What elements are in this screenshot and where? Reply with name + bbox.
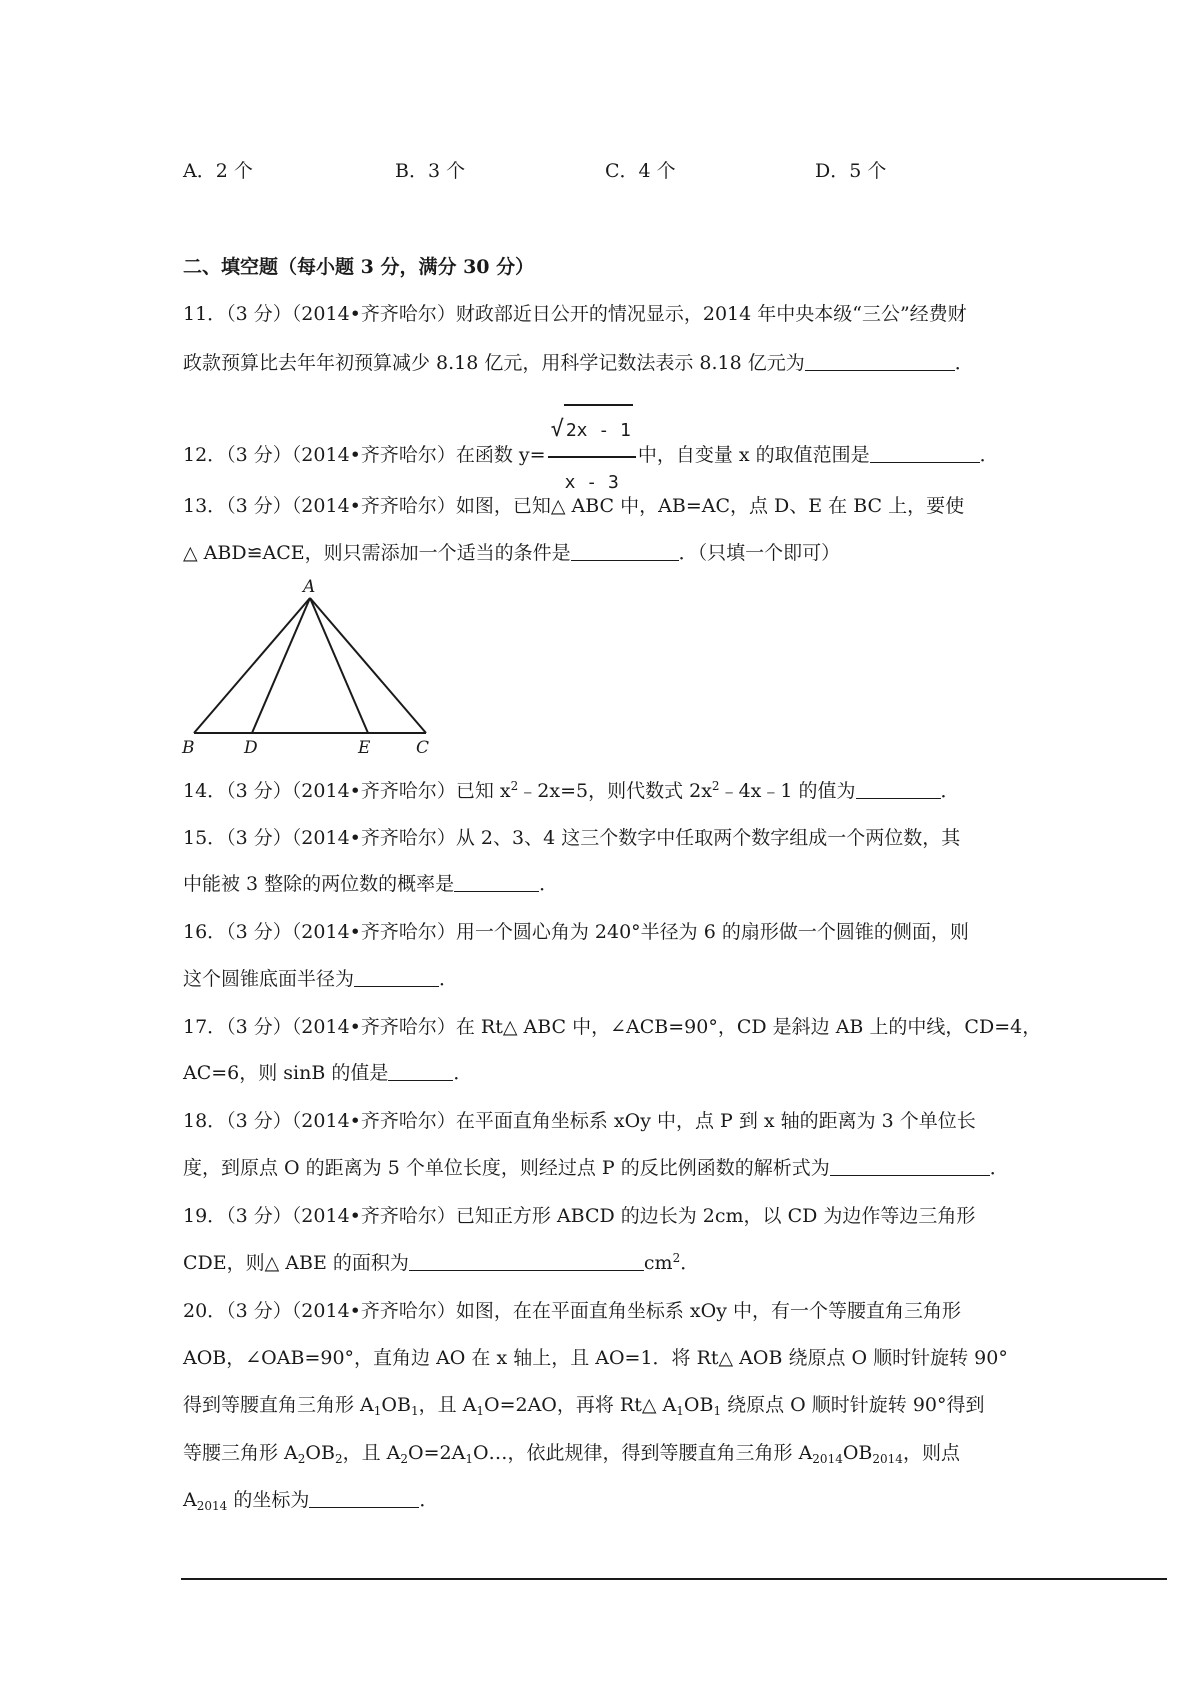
- answer-blank: [856, 780, 941, 799]
- label-b: B: [182, 738, 195, 758]
- segment-ad: [252, 598, 310, 733]
- q14: 14．（3 分）（2014•齐齐哈尔）已知 $x^2﹣2x=5$，则代数式 $2x^2﹣4x﹣1$ 的值为 ．: [183, 779, 960, 802]
- triangle-figure: [180, 578, 440, 758]
- option-c: C．4 个: [605, 160, 676, 182]
- q15-line1: 15．（3 分）（2014•齐齐哈尔）从 2、3、4 这三个数字中任取两个数字组成一个两位数，其: [183, 827, 961, 849]
- label-e: E: [358, 738, 371, 758]
- segment-ac: [310, 598, 426, 733]
- segment-ae: [310, 598, 368, 733]
- q11-line1: 11．（3 分）（2014•齐齐哈尔）财政部近日公开的情况显示，2014 年中央本级“三公”经费财: [183, 303, 967, 325]
- q12: 12．（3 分）（2014•齐齐哈尔）在函数 y= $\frac{√ 2x - 1}{x - 3}$ 中，自变量 x 的取值范围是 ．: [183, 404, 999, 508]
- option-b: B．3 个: [395, 160, 466, 182]
- q15-line2: 中能被 3 整除的两位数的概率是 ．: [183, 873, 559, 895]
- footer-divider: [181, 1578, 1167, 1580]
- answer-blank: [870, 444, 980, 463]
- q17-line2: AC=6，则 sinB 的值是 ．: [183, 1062, 473, 1084]
- q16-line2: 这个圆锥底面半径为 ．: [183, 968, 459, 990]
- option-a: A．2 个: [183, 160, 253, 182]
- answer-blank: [388, 1062, 453, 1081]
- q11-line2: 政款预算比去年年初预算减少 8.18 亿元，用科学记数法表示 8.18 亿元为 ．: [183, 352, 974, 374]
- label-a: A: [303, 578, 316, 597]
- function-fraction: $\frac{√ 2x - 1}{x - 3}$: [548, 404, 636, 508]
- segment-ab: [194, 598, 310, 733]
- q13-line2: △ ABD≌ACE，则只需添加一个适当的条件是 ．（只填一个即可）: [183, 542, 841, 564]
- q20-line2: AOB，∠OAB=90°，直角边 AO 在 x 轴上，且 AO=1．将 Rt△ AOB 绕原点 O 顺时针旋转 90°: [183, 1347, 1008, 1369]
- q20-line3: 得到等腰直角三角形 $A_1OB_1$，且 $A_1O=2AO$，再将 Rt△ $A_1OB_1$ 绕原点 O 顺时针旋转 90°得到: [183, 1394, 985, 1418]
- q19-line2: CDE，则△ ABE 的面积为 $cm^2$．: [183, 1251, 700, 1274]
- answer-blank: [454, 873, 539, 892]
- answer-blank: [571, 542, 679, 561]
- q19-line1: 19．（3 分）（2014•齐齐哈尔）已知正方形 ABCD 的边长为 2cm，以 CD 为边作等边三角形: [183, 1205, 976, 1227]
- q13-line1: 13．（3 分）（2014•齐齐哈尔）如图，已知△ ABC 中，AB=AC，点 D、E 在 BC 上，要使: [183, 495, 965, 517]
- q20-line1: 20．（3 分）（2014•齐齐哈尔）如图，在在平面直角坐标系 xOy 中，有一个等腰直角三角形: [183, 1300, 961, 1322]
- q18-line2: 度，到原点 O 的距离为 5 个单位长度，则经过点 P 的反比例函数的解析式为 ．: [183, 1157, 1009, 1179]
- option-d: D．5 个: [815, 160, 887, 182]
- answer-blank: [805, 352, 955, 371]
- answer-blank: [309, 1489, 419, 1508]
- answer-blank: [409, 1252, 644, 1271]
- q18-line1: 18．（3 分）（2014•齐齐哈尔）在平面直角坐标系 xOy 中，点 P 到 x 轴的距离为 3 个单位长: [183, 1110, 976, 1132]
- q16-line1: 16．（3 分）（2014•齐齐哈尔）用一个圆心角为 240°半径为 6 的扇形做一个圆锥的侧面，则: [183, 921, 969, 943]
- section-heading: 二、填空题（每小题 3 分，满分 30 分）: [183, 256, 535, 278]
- q20-line4: 等腰三角形 $A_2OB_2$，且 $A_2O=2A_1O\dots$，依此规律，得到等腰直角三角形 $A_{2014}OB_{2014}$，则点: [183, 1442, 960, 1466]
- label-c: C: [416, 738, 430, 758]
- answer-blank: [354, 968, 439, 987]
- q20-line5: $A_{2014}$ 的坐标为 ．: [183, 1489, 439, 1513]
- q17-line1: 17．（3 分）（2014•齐齐哈尔）在 Rt△ ABC 中，∠ACB=90°，CD 是斜边 AB 上的中线，CD=4，: [183, 1016, 1042, 1038]
- answer-blank: [830, 1157, 990, 1176]
- label-d: D: [244, 738, 258, 758]
